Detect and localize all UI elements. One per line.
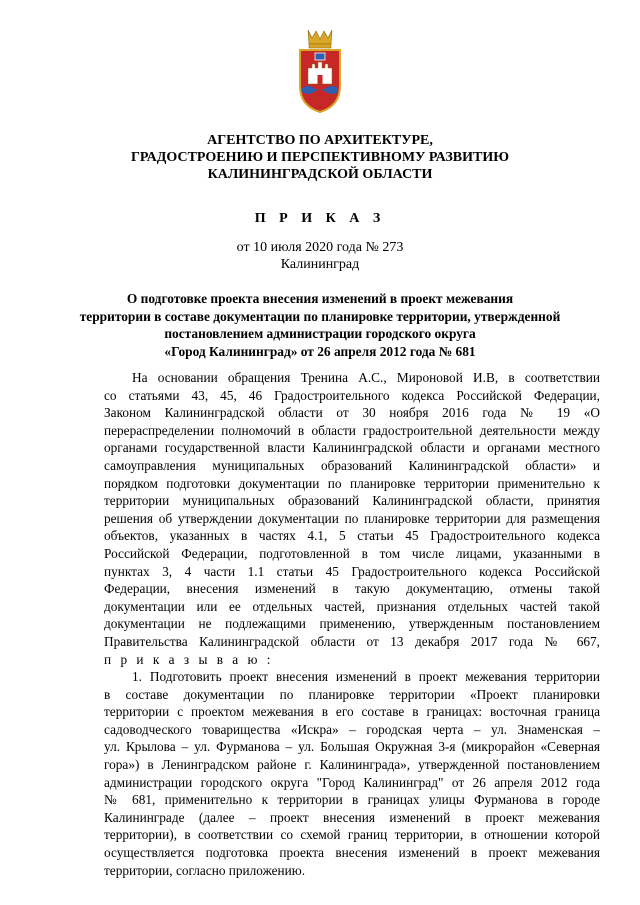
paragraph-line: гора») в Ленинградском районе г. Калининграда», утвержденной постановлением [104, 757, 600, 773]
order-city: Калининград [280, 257, 360, 272]
paragraph-line: территории с проектом межевания в его составе в границах: восточная граница [104, 704, 600, 720]
paragraph-line: территории муниципальных образований Калининградской области, принятия [104, 493, 600, 509]
agency-name [0, 132, 640, 183]
paragraph-line: Калининграде (далее – проект внесения изменений в проект межевания [104, 809, 600, 825]
paragraph-line: Законом Калининградской области от 30 ноября 2016 года № 19 «О [104, 405, 600, 421]
subject-line: «Город Калининград» от 26 апреля 2012 года № 681 [164, 343, 476, 359]
paragraph-line: Правительства Калининградской области от 13 декабря 2017 года № 667, [104, 633, 600, 649]
paragraph-line: Федерации, внесения изменений в такую документацию, отмены такой [104, 581, 600, 597]
paragraph-line: со статьями 43, 45, 46 Градостроительного кодекса Российской Федерации, [104, 387, 600, 403]
agency-line: АГЕНТСТВО ПО АРХИТЕКТУРЕ, [207, 133, 433, 148]
agency-line: КАЛИНИНГРАДСКОЙ ОБЛАСТИ [207, 167, 433, 182]
paragraph-line: Российской Федерации, подготовленной в том числе лицами, указанными в [104, 545, 600, 561]
subject-line: О подготовке проекта внесения изменений в проект межевания [126, 291, 514, 306]
paragraph-line: территории, согласно приложению. [104, 862, 306, 878]
paragraph-line: № 681, применительно к территории в границах улицы Фурманова в городе [104, 792, 600, 808]
paragraph-line: объектов, указанных в частях 4.1, 5 статьи 45 Градостроительного кодекса [104, 528, 600, 544]
paragraph-line: ул. Крылова – ул. Фурманова – ул. Большая Окружная 3-я (микрорайон «Северная [104, 739, 600, 755]
order-title: П Р И К А З [254, 211, 386, 226]
paragraph-line: органами государственной власти Калининградской области и органами местного [104, 440, 600, 456]
paragraph-line: порядком подготовки документации по планировке территории применительно к [104, 475, 600, 491]
kaliningrad-coat-of-arms-icon [296, 28, 344, 114]
order-date-block [0, 239, 640, 273]
paragraph-line: перераспределении полномочий в области градостроительной деятельности между [104, 422, 600, 438]
paragraph-line: документации не подлежащими применению, утвержденным постановлением [104, 616, 600, 632]
paragraph-line: осуществляется подготовка проекта внесения изменений в проект межевания [104, 845, 600, 861]
order-body [104, 369, 600, 879]
paragraph-line: решения об утверждении документации по планировке территории для размещения [104, 510, 600, 526]
paragraph-line: документации или ее отдельных частей, признания отдельных частей такой [104, 598, 600, 614]
paragraph-line: садоводческого товарищества «Искра» – городская черта – ул. Знаменская – [104, 721, 600, 737]
order-subject [0, 290, 640, 360]
subject-line: территории в составе документации по планировке территории, утвержденной [79, 308, 561, 324]
decree-word: п р и к а з ы в а ю : [104, 651, 274, 667]
paragraph-line: пунктах 3, 4 части 1.1 статьи 45 Градостроительного кодекса Российской [104, 563, 600, 579]
paragraph-line: в составе документации по планировке территории «Проект планировки [104, 686, 600, 702]
paragraph-line: 1. Подготовить проект внесения изменений в проект межевания территории [132, 669, 600, 685]
paragraph-line: администрации городского округа "Город Калининград" от 26 апреля 2012 года [104, 774, 600, 790]
subject-line: постановлением администрации городского округа [164, 326, 476, 342]
paragraph-line: самоуправления муниципальных образований Калининградской области» и [104, 457, 600, 473]
order-date: от 10 июля 2020 года № 273 [236, 240, 404, 255]
paragraph-line: территории), в соответствии со схемой границ территории, в отношении которой [104, 827, 600, 843]
paragraph-line: На основании обращения Тренина А.С., Мироновой И.В, в соответствии [132, 370, 600, 385]
agency-line: ГРАДОСТРОЕНИЮ И ПЕРСПЕКТИВНОМУ РАЗВИТИЮ [131, 150, 509, 165]
